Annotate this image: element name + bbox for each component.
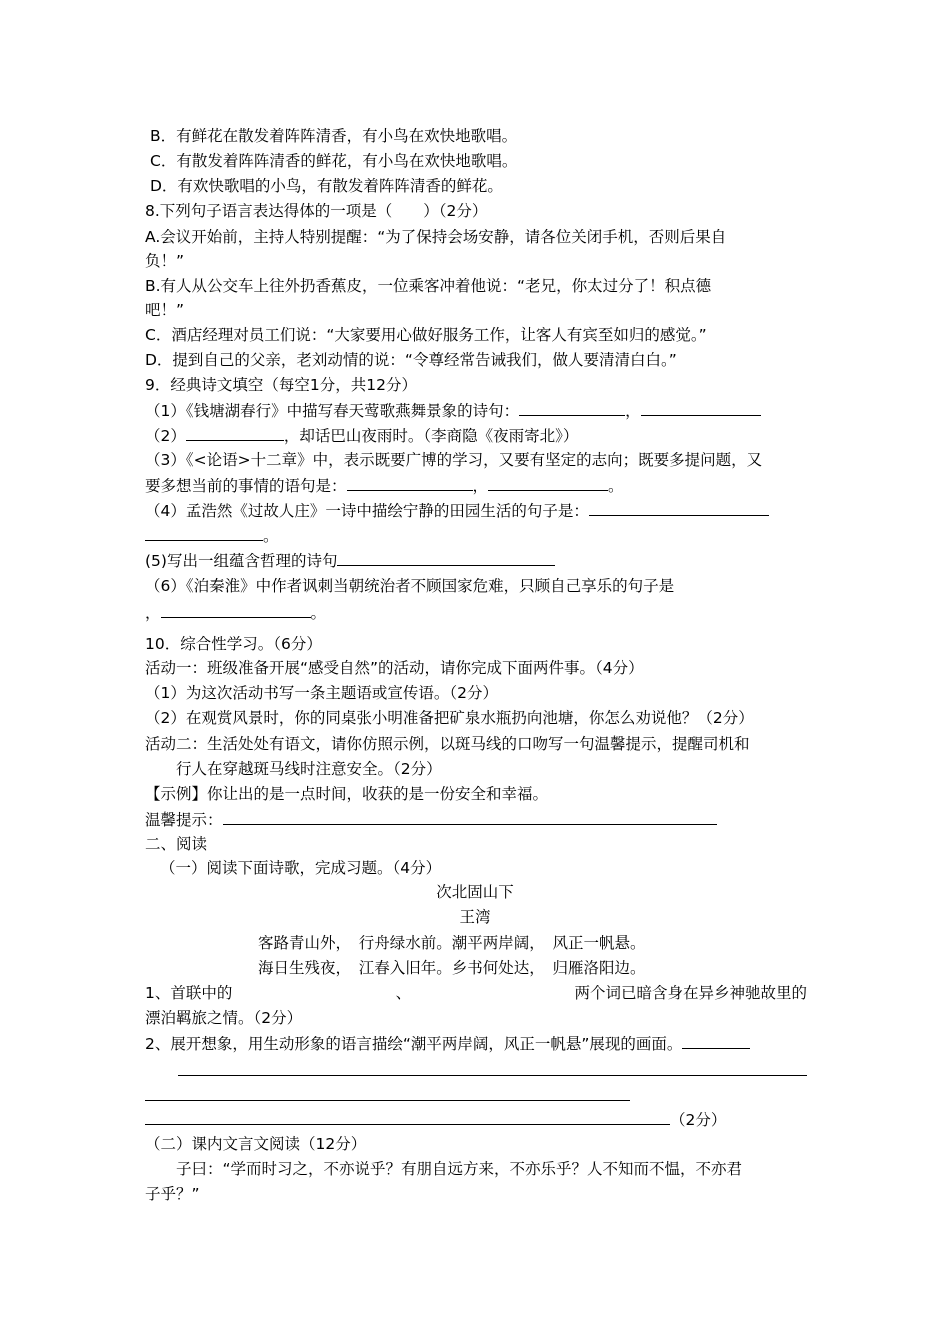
reading-q1-mid: 、	[395, 984, 412, 1002]
reading-q2	[145, 1032, 807, 1055]
q8-stem: 8.下列句子语言表达得体的一项是（ ）（2分）	[145, 202, 488, 220]
q10-activity1-item1: （1）为这次活动书写一条主题语或宣传语。（2分）	[145, 684, 498, 702]
q9-part4-text: （4）孟浩然《过故人庄》一诗中描绘宁静的田园生活的句子是：	[145, 502, 589, 520]
answer-blank[interactable]	[347, 474, 473, 491]
q8-option-b-line1: B.有人从公交车上往外扔香蕉皮，一位乘客冲着他说：“老兄，你太过分了！积点德	[145, 277, 712, 295]
answer-blank[interactable]	[682, 1032, 750, 1049]
q9-part1	[145, 399, 807, 422]
q7-option-b: B．有鲜花在散发着阵阵清香，有小鸟在欢快地歌唱。	[150, 127, 518, 145]
classical-text-line2: 子乎？”	[145, 1185, 200, 1203]
q9-part6-cont	[145, 601, 807, 624]
q7-option-c: C．有散发着阵阵清香的鲜花，有小鸟在欢快地歌唱。	[150, 152, 518, 170]
q8-option-a-line1: A.会议开始前，主持人特别提醒：“为了保持会场安静，请各位关闭手机，否则后果自	[145, 228, 727, 246]
q9-part6: （6）《泊秦淮》中作者讽刺当朝统治者不顾国家危难，只顾自己享乐的句子是	[145, 577, 675, 595]
separator: ，	[145, 604, 161, 622]
q10-activity1-item2: （2）在观赏风景时，你的同桌张小明准备把矿泉水瓶扔向池塘，你怎么劝说他？（2分）	[145, 709, 754, 727]
q8-option-b-line2: 吧！”	[145, 301, 185, 319]
poem-title: 次北固山下	[436, 883, 514, 901]
poem-author: 王湾	[459, 908, 491, 926]
answer-blank[interactable]	[519, 399, 625, 416]
answer-blank[interactable]	[223, 808, 717, 825]
q9-stem: 9．经典诗文填空（每空1分，共12分）	[145, 376, 417, 394]
q8-option-a-line2: 负！”	[145, 252, 185, 270]
answer-line[interactable]	[145, 1100, 630, 1101]
reading-q1	[145, 982, 807, 1004]
q10-activity2-line1: 活动二：生活处处有语文，请你仿照示例，以斑马线的口吻写一句温馨提示，提醒司机和	[145, 735, 750, 753]
q8-option-c: C．酒店经理对员工们说：“大家要用心做好服务工作，让客人有宾至如归的感觉。”	[145, 326, 707, 344]
q10-tip-label: 温馨提示：	[145, 811, 223, 829]
part2-section2: （二）课内文言文阅读（12分）	[145, 1135, 367, 1153]
q9-part5-text: (5)写出一组蕴含哲理的诗句	[145, 552, 338, 570]
q8-option-d: D．提到自己的父亲，老刘动情的说：“令尊经常告诫我们，做人要清清白白。”	[145, 351, 677, 369]
q9-part3-line1: （3）《<论语>十二章》中，表示既要广博的学习，又要有坚定的志向；既要多提问题，又	[145, 451, 763, 469]
reading-q2-score: （2分）	[670, 1111, 727, 1129]
separator: ，	[472, 477, 489, 495]
classical-text-line1: 子曰：“学而时习之，不亦说乎？有朋自远方来，不亦乐乎？人不知而不愠，不亦君	[176, 1160, 743, 1178]
answer-blank[interactable]	[641, 399, 761, 416]
period: 。	[263, 527, 279, 545]
q9-part2-tail: ，却话巴山夜雨时。（李商隐《夜雨寄北》）	[283, 427, 579, 445]
answer-blank[interactable]	[337, 549, 555, 566]
poem-line1: 客路青山外， 行舟绿水前。潮平两岸阔， 风正一帆悬。	[258, 934, 646, 952]
part2-title: 二、阅读	[145, 835, 208, 853]
reading-q2-last-line	[145, 1108, 807, 1131]
poem-line2: 海日生残夜， 江春入旧年。乡书何处达， 归雁洛阳边。	[258, 959, 646, 977]
answer-blank[interactable]	[145, 524, 263, 541]
q10-activity1: 活动一：班级准备开展“感受自然”的活动，请你完成下面两件事。（4分）	[145, 659, 644, 677]
period: 。	[608, 477, 624, 495]
q9-part2-head: （2）	[145, 427, 186, 445]
reading-q1-line2: 漂泊羁旅之情。（2分）	[145, 1009, 303, 1027]
answer-blank[interactable]	[589, 499, 769, 516]
q9-part3-line2	[145, 474, 807, 497]
q9-part3-text: 要多想当前的事情的语句是：	[145, 477, 347, 495]
reading-q1-tail: 两个词已暗含身在异乡神驰故里的	[574, 984, 807, 1002]
answer-blank[interactable]	[488, 474, 608, 491]
part2-section1: （一）阅读下面诗歌，完成习题。（4分）	[160, 859, 442, 877]
q10-example: 【示例】你让出的是一点时间，收获的是一份安全和幸福。	[145, 785, 549, 803]
q9-part1-text: （1）《钱塘湖春行》中描写春天莺歌燕舞景象的诗句：	[145, 402, 520, 420]
reading-q1-head: 1、首联中的	[145, 984, 233, 1002]
answer-blank[interactable]	[186, 424, 284, 441]
q10-tip	[145, 808, 807, 831]
q10-activity2-line2: 行人在穿越斑马线时注意安全。（2分）	[176, 760, 442, 778]
q9-part4	[145, 499, 807, 522]
q9-part2	[145, 424, 807, 447]
answer-line[interactable]	[178, 1075, 807, 1076]
period: 。	[310, 604, 327, 622]
answer-blank[interactable]	[161, 601, 311, 618]
separator: ，	[625, 402, 641, 420]
q7-option-d: D．有欢快歌唱的小鸟，有散发着阵阵清香的鲜花。	[150, 177, 503, 195]
q9-part4-cont	[145, 524, 807, 547]
answer-blank[interactable]	[145, 1108, 670, 1125]
q10-stem: 10．综合性学习。（6分）	[145, 635, 322, 653]
q9-part5	[145, 549, 807, 572]
reading-q2-text: 2、展开想象，用生动形象的语言描绘“潮平两岸阔，风正一帆悬”展现的画面。	[145, 1035, 683, 1053]
